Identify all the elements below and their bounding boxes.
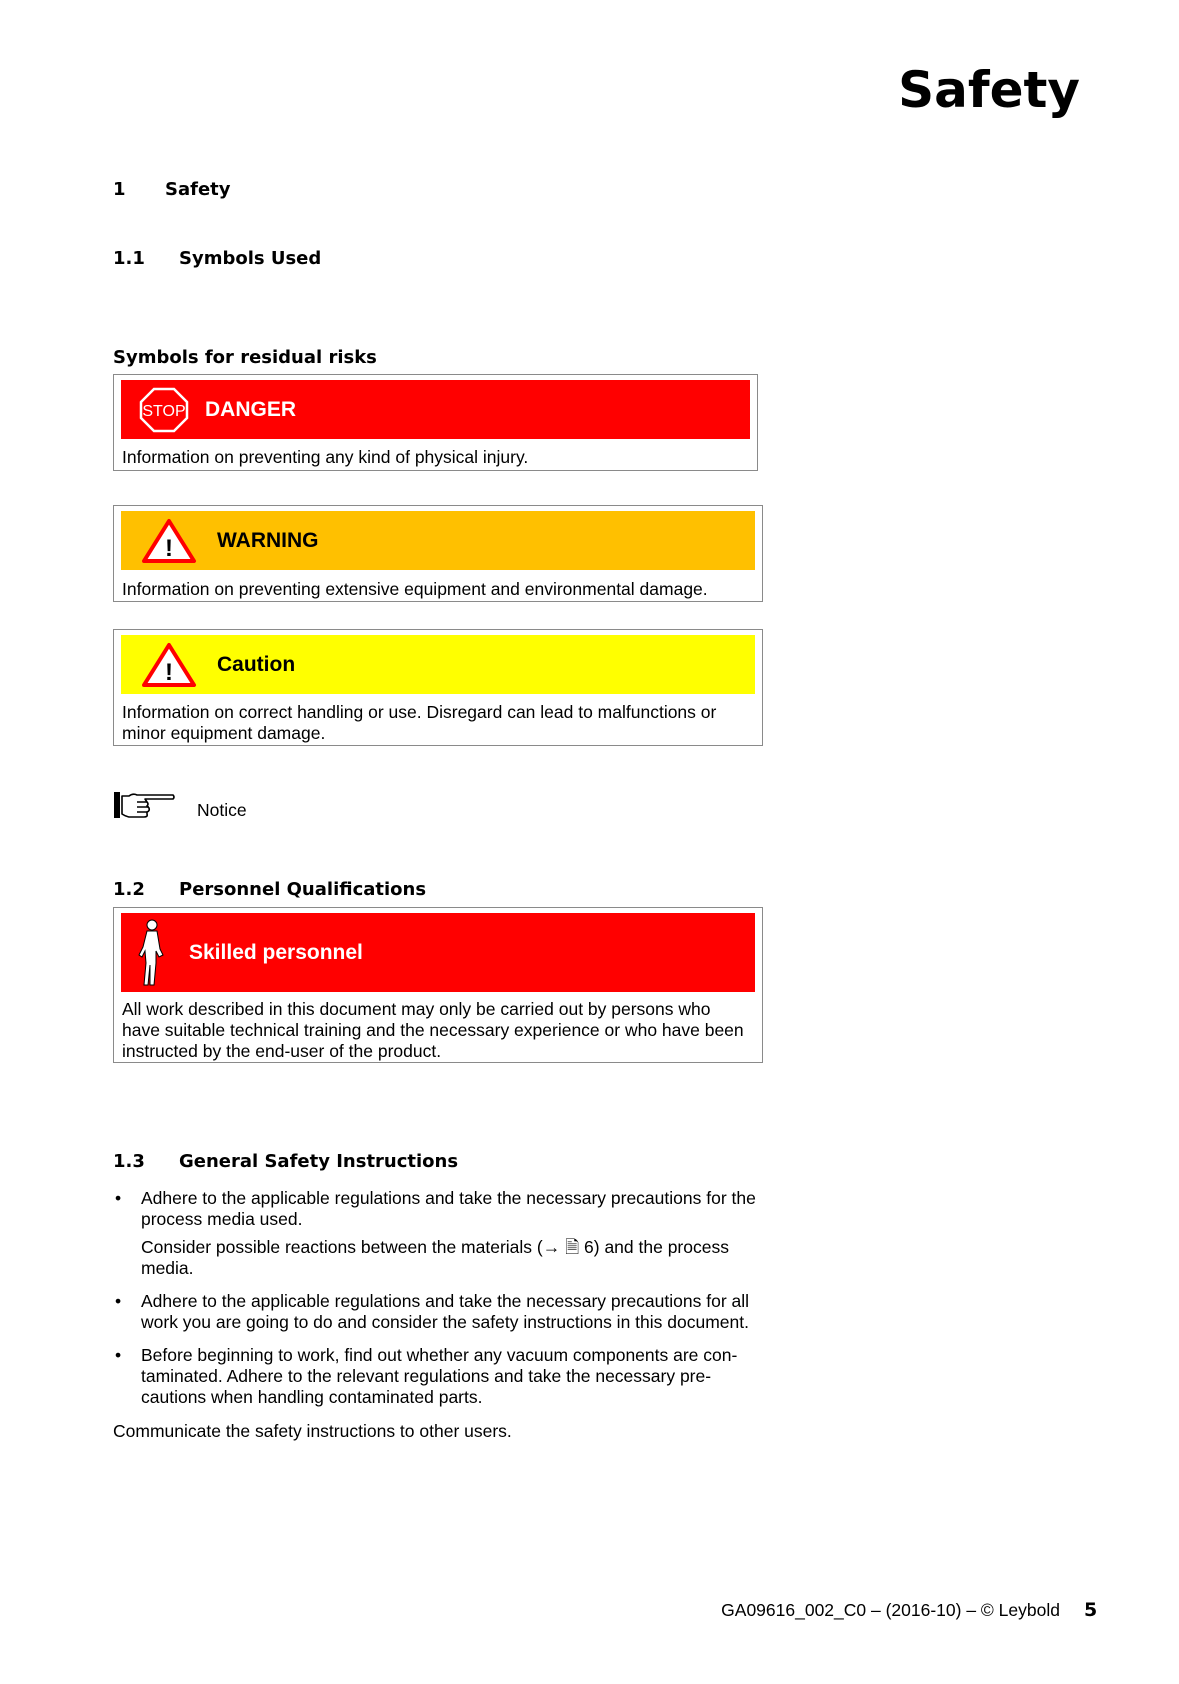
svg-text:STOP: STOP <box>142 402 186 420</box>
section-number: 1.1 <box>113 248 145 269</box>
section-1-1-heading <box>113 248 321 270</box>
warning-header <box>121 511 755 570</box>
skilled-text-line: have suitable technical training and the necessary experience or who have been <box>122 1020 744 1040</box>
notice-label: Notice <box>197 800 247 820</box>
section-number: 1 <box>113 179 126 200</box>
skilled-personnel-box <box>113 907 763 1063</box>
document-reference: GA09616_002_C0 – (2016-10) – © Leybold <box>721 1600 1060 1620</box>
section-1-3-heading <box>113 1151 458 1173</box>
closing-instruction: Communicate the safety instructions to other users. <box>113 1421 512 1441</box>
svg-text:!: ! <box>165 534 173 562</box>
list-item-text: Before beginning to work, find out whether any vacuum components are con- taminated. Adhere to the relevant regulations and take the necessary pre- cautions when handling contaminated parts. <box>141 1345 738 1407</box>
section-number: 1.2 <box>113 879 145 900</box>
page-title: Safety <box>898 61 1080 119</box>
danger-box <box>113 374 758 471</box>
list-item-text: Adhere to the applicable regulations and take the necessary precautions for all work you are going to do and consider the safety instructions in this document. <box>141 1291 750 1332</box>
pointing-hand-icon <box>113 790 177 820</box>
danger-header <box>121 380 750 439</box>
skilled-text-line: instructed by the end-user of the product. <box>122 1041 442 1061</box>
caution-header <box>121 635 755 694</box>
skilled-text-line: All work described in this document may only be carried out by persons who <box>122 999 711 1019</box>
danger-title: DANGER <box>205 397 297 421</box>
caution-text-line: minor equipment damage. <box>122 723 326 743</box>
section-title: General Safety Instructions <box>179 1151 459 1172</box>
skilled-personnel-header <box>121 913 755 992</box>
section-title: Symbols Used <box>179 248 322 269</box>
person-icon <box>135 917 169 989</box>
list-item <box>113 1291 783 1333</box>
skilled-personnel-title: Skilled personnel <box>189 940 363 964</box>
section-title: Personnel Qualifications <box>179 879 427 900</box>
list-item-note: Consider possible reactions between the materials (→ 🗎 6) and the process media. <box>141 1237 729 1278</box>
caution-text-line: Information on correct handling or use. Disregard can lead to malfunctions or <box>122 702 717 722</box>
bullet: • <box>115 1291 122 1311</box>
skilled-personnel-text <box>122 999 752 1062</box>
bullet: • <box>115 1188 122 1208</box>
safety-instructions-list <box>113 1188 783 1420</box>
section-title: Safety <box>165 179 231 200</box>
section-1-heading <box>113 179 231 201</box>
bullet: • <box>115 1345 122 1365</box>
stop-sign-icon <box>139 387 189 433</box>
danger-text: Information on preventing any kind of physical injury. <box>122 447 529 467</box>
page-number: 5 <box>1084 1599 1098 1621</box>
notice-row <box>113 790 413 830</box>
list-item <box>113 1345 783 1408</box>
warning-text: Information on preventing extensive equipment and environmental damage. <box>122 579 708 599</box>
list-item-text: Adhere to the applicable regulations and take the necessary precautions for the process media used. <box>141 1188 756 1229</box>
residual-risks-heading: Symbols for residual risks <box>113 347 377 368</box>
caution-title: Caution <box>217 652 296 676</box>
warning-title: WARNING <box>217 528 319 552</box>
warning-triangle-icon <box>141 518 197 564</box>
list-item <box>113 1188 783 1279</box>
caution-box <box>113 629 763 746</box>
svg-text:!: ! <box>165 658 173 686</box>
section-1-2-heading <box>113 879 426 901</box>
warning-box <box>113 505 763 602</box>
section-number: 1.3 <box>113 1151 145 1172</box>
caution-triangle-icon <box>141 642 197 688</box>
caution-text <box>122 702 752 744</box>
